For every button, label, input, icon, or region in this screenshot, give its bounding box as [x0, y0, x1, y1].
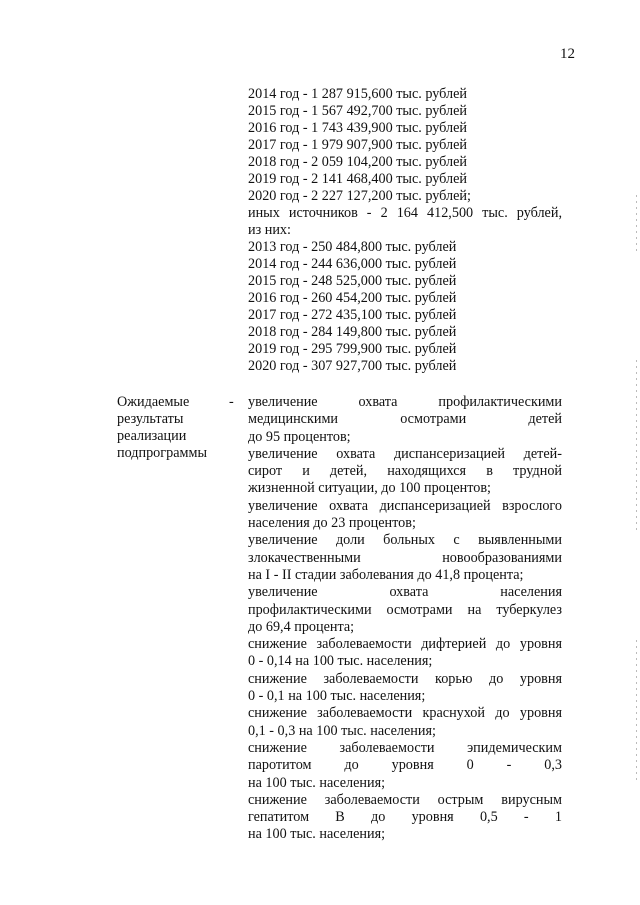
expected-results-list — [248, 394, 562, 844]
result-line: паротитом до уровня 0 - 0,3 — [248, 757, 562, 774]
result-line: на 100 тыс. населения; — [248, 774, 386, 791]
result-line: увеличение охвата диспансеризацией детей- — [248, 445, 562, 462]
result-line: 0 - 0,1 на 100 тыс. населения; — [248, 688, 426, 705]
funding-line: 2015 год - 248 525,000 тыс. рублей — [248, 273, 457, 289]
result-line: увеличение охвата диспансеризацией взрослого — [248, 497, 562, 514]
funding-line: 2013 год - 250 484,800 тыс. рублей — [248, 239, 457, 255]
funding-line: 2015 год - 1 567 492,700 тыс. рублей — [248, 103, 468, 119]
result-line: снижение заболеваемости краснухой до уровня — [248, 705, 562, 722]
funding-breakdown — [248, 86, 562, 375]
funding-line: 2019 год - 295 799,900 тыс. рублей — [248, 341, 457, 357]
funding-line: 2016 год - 260 454,200 тыс. рублей — [248, 290, 457, 306]
result-line: гепатитом В до уровня 0,5 - 1 — [248, 809, 562, 826]
result-line: увеличение охвата профилактическими — [248, 394, 562, 410]
result-line: до 69,4 процента; — [248, 618, 355, 635]
result-line: увеличение доли больных с выявленными — [248, 532, 562, 549]
scan-edge-mark — [636, 195, 637, 255]
funding-line: 2019 год - 2 141 468,400 тыс. рублей — [248, 171, 468, 187]
result-line: снижение заболеваемости дифтерией до уровня — [248, 636, 562, 653]
result-line: сирот и детей, находящихся в трудной — [248, 463, 562, 480]
funding-line: 2020 год - 307 927,700 тыс. рублей — [248, 358, 457, 374]
result-line: злокачественными новообразованиями — [248, 549, 562, 566]
funding-line: 2017 год - 1 979 907,900 тыс. рублей — [248, 137, 468, 153]
result-line: на 100 тыс. населения; — [248, 826, 386, 843]
result-line: 0,1 - 0,3 на 100 тыс. населения; — [248, 722, 436, 739]
label-dash: - — [229, 394, 234, 410]
result-line: увеличение охвата населения — [248, 584, 562, 601]
result-line: до 95 процентов; — [248, 428, 351, 445]
result-line: жизненной ситуации, до 100 процентов; — [248, 480, 491, 497]
result-line: снижение заболеваемости эпидемическим — [248, 739, 562, 756]
result-line: на I - II стадии заболевания до 41,8 процента; — [248, 566, 524, 583]
label-line: Ожидаемые — [117, 394, 190, 410]
result-line: снижение заболеваемости острым вирусным — [248, 791, 562, 808]
funding-line: 2016 год - 1 743 439,900 тыс. рублей — [248, 120, 468, 136]
result-line: 0 - 0,14 на 100 тыс. населения; — [248, 653, 433, 670]
result-line: населения до 23 процентов; — [248, 515, 416, 532]
label-line: результаты — [117, 411, 184, 427]
funding-line: 2014 год - 244 636,000 тыс. рублей — [248, 256, 457, 272]
funding-line: 2014 год - 1 287 915,600 тыс. рублей — [248, 86, 468, 102]
label-line: подпрограммы — [117, 445, 207, 461]
funding-line: из них: — [248, 222, 291, 238]
funding-line: 2020 год - 2 227 127,200 тыс. рублей; — [248, 188, 471, 204]
result-line: медицинскими осмотрами детей — [248, 411, 562, 428]
scan-edge-mark — [636, 360, 637, 530]
funding-line: 2018 год - 284 149,800 тыс. рублей — [248, 324, 457, 340]
expected-results-label — [117, 394, 227, 462]
funding-line: 2018 год - 2 059 104,200 тыс. рублей — [248, 154, 468, 170]
funding-line: иных источников - 2 164 412,500 тыс. рублей, — [248, 205, 562, 221]
result-line: снижение заболеваемости корью до уровня — [248, 670, 562, 687]
result-line: профилактическими осмотрами на туберкулез — [248, 601, 562, 618]
scan-edge-mark — [636, 640, 637, 780]
page-number: 12 — [560, 46, 575, 62]
label-line: реализации — [117, 428, 187, 444]
funding-line: 2017 год - 272 435,100 тыс. рублей — [248, 307, 457, 323]
